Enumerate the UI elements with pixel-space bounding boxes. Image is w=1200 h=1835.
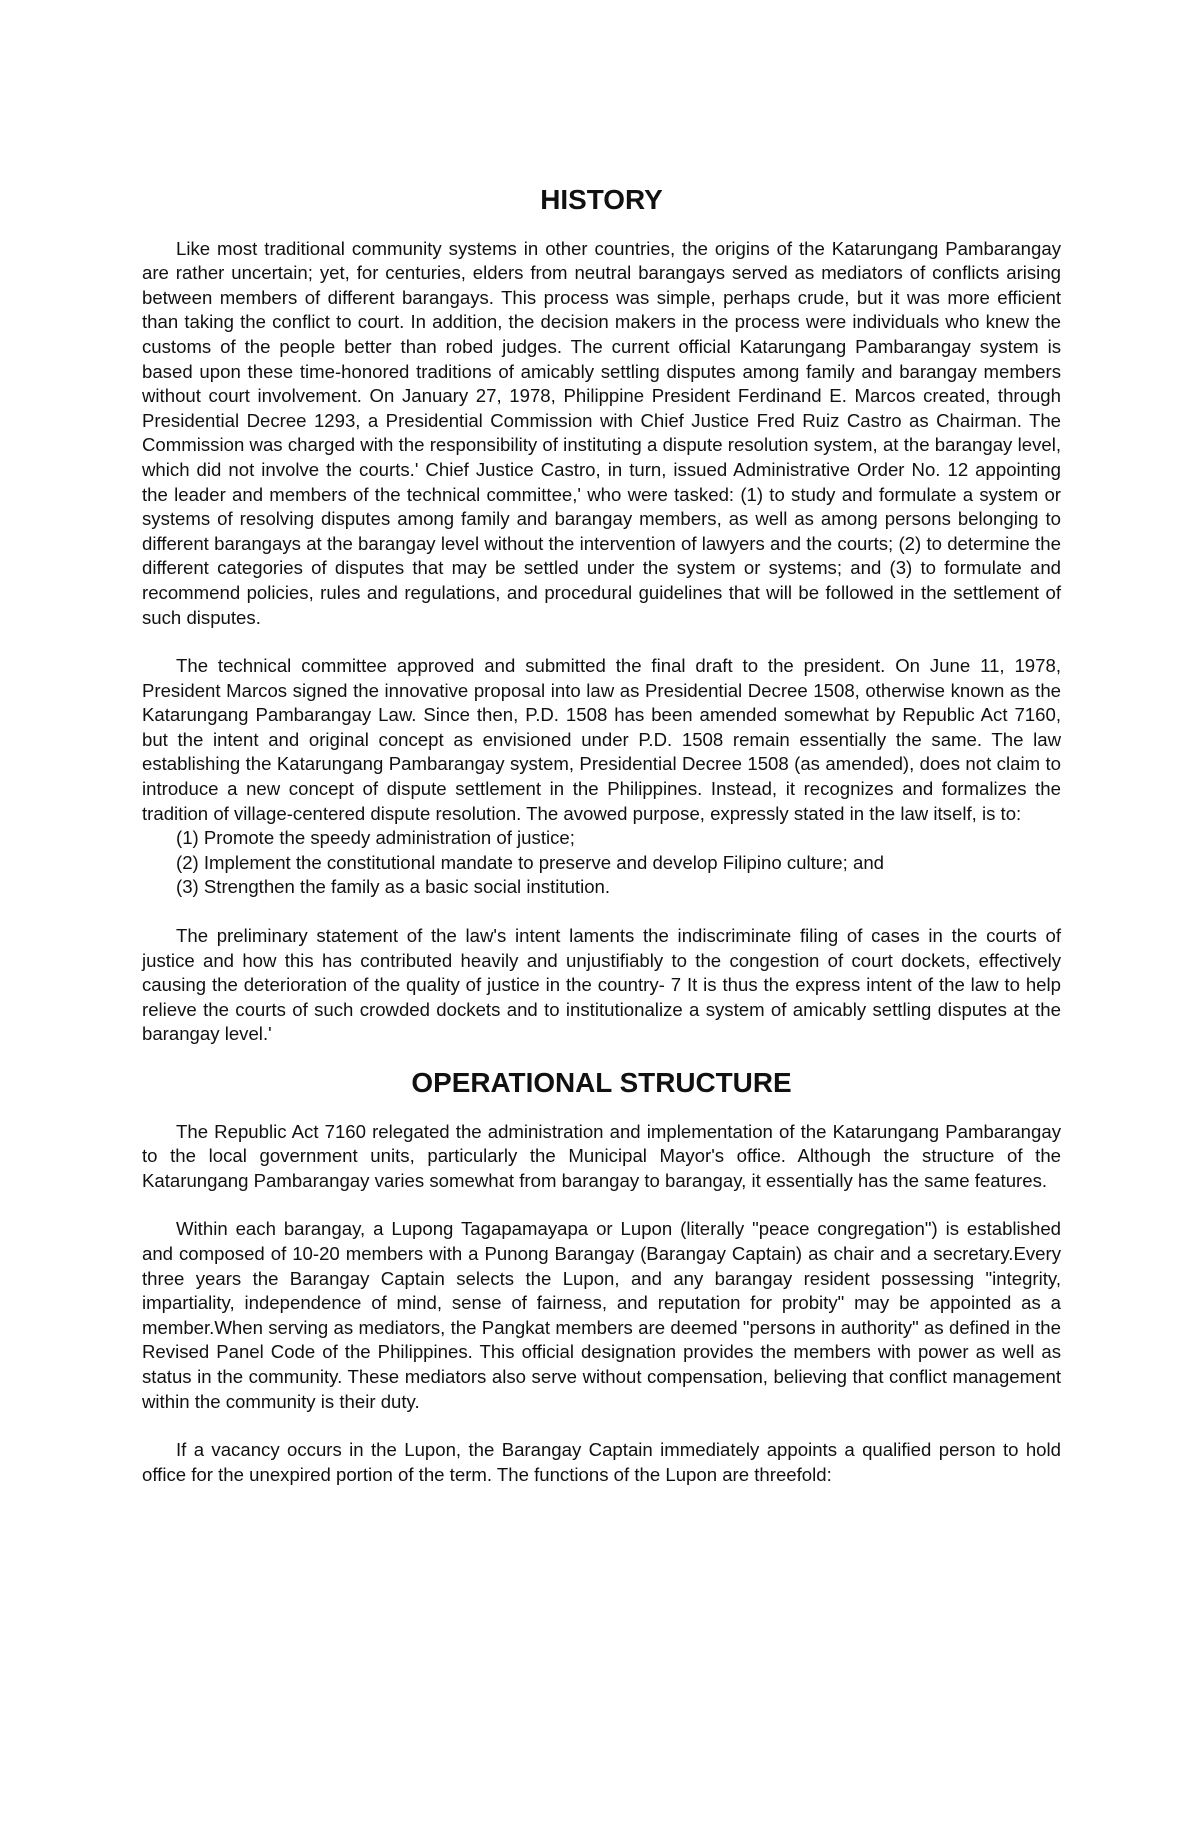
- section-title-history: HISTORY: [540, 184, 663, 215]
- history-paragraph-2: The technical committee approved and submitted the final draft to the president. On June 11, 1978, President Marcos signed the innovative proposal into law as Presidential Decree 1508, otherwise known as the Katarungang Pambarangay Law. Since then, P.D. 1508 has been amended somewhat by Republic Act 7160, but the intent and original concept as envisioned under P.D. 1508 remain essentially the same. The law establishing the Katarungang Pambarangay system, Presidential Decree 1508 (as amended), does not claim to introduce a new concept of dispute settlement in the Philippines. Instead, it recognizes and formalizes the tradition of village-centered dispute resolution. The avowed purpose, expressly stated in the law itself, is to:: [142, 655, 1061, 824]
- history-paragraph-3: The preliminary statement of the law's intent laments the indiscriminate filing of cases in the courts of justice and how this has contributed heavily and unjustifiably to the congestion of court dockets, effectively causing the deterioration of the quality of justice in the country- 7 It is thus the express intent of the law to help relieve the courts of such crowded dockets and to institutionalize a system of amicably settling disputes at the barangay level.': [142, 925, 1061, 1045]
- section-title-operational-structure: OPERATIONAL STRUCTURE: [411, 1067, 792, 1098]
- purpose-list: [142, 826, 1061, 900]
- purpose-item: (3) Strengthen the family as a basic social institution.: [176, 876, 611, 898]
- purpose-item: (1) Promote the speedy administration of justice;: [176, 827, 575, 849]
- operational-paragraph-1: The Republic Act 7160 relegated the administration and implementation of the Katarungang Pambarangay to the local government units, particularly the Municipal Mayor's office. Although the structure of the Katarungang Pambarangay varies somewhat from barangay to barangay, it essentially has the same features.: [142, 1120, 1061, 1191]
- operational-paragraph-2: Within each barangay, a Lupong Tagapamayapa or Lupon (literally "peace congregation") is established and composed of 10-20 members with a Punong Barangay (Barangay Captain) as chair and a secretary.Every three years the Barangay Captain selects the Lupon, and any barangay resident possessing "integrity, impartiality, independence of mind, sense of fairness, and reputation for probity" may be appointed as a member.When serving as mediators, the Pangkat members are deemed "persons in authority" as defined in the Revised Panel Code of the Philippines. This official designation provides the members with power as well as status in the community. These mediators also serve without compensation, believing that conflict management within the community is their duty.: [142, 1218, 1061, 1412]
- history-paragraph-1: Like most traditional community systems in other countries, the origins of the Katarungang Pambarangay are rather uncertain; yet, for centuries, elders from neutral barangays served as mediators of conflicts arising between members of different barangays. This process was simple, perhaps crude, but it was more efficient than taking the conflict to court. In addition, the decision makers in the process were individuals who knew the customs of the people better than robed judges. The current official Katarungang Pambarangay system is based upon these time-honored traditions of amicably settling disputes among family and barangay members without court involvement. On January 27, 1978, Philippine President Ferdinand E. Marcos created, through Presidential Decree 1293, a Presidential Commission with Chief Justice Fred Ruiz Castro as Chairman. The Commission was charged with the responsibility of instituting a dispute resolution system, at the barangay level, which did not involve the courts.' Chief Justice Castro, in turn, issued Administrative Order No. 12 appointing the leader and members of the technical committee,' who were tasked: (1) to study and formulate a system or systems of resolving disputes among family and barangay members, as well as among persons belonging to different barangays at the barangay level without the intervention of lawyers and the courts; (2) to determine the different categories of disputes that may be settled under the system or systems; and (3) to formulate and recommend policies, rules and regulations, and procedural guidelines that will be followed in the settlement of such disputes.: [142, 237, 1061, 628]
- document-page: [142, 184, 1061, 1511]
- purpose-item: (2) Implement the constitutional mandate to preserve and develop Filipino culture; and: [176, 851, 884, 873]
- operational-paragraph-3: If a vacancy occurs in the Lupon, the Barangay Captain immediately appoints a qualified person to hold office for the unexpired portion of the term. The functions of the Lupon are threefold:: [142, 1439, 1061, 1485]
